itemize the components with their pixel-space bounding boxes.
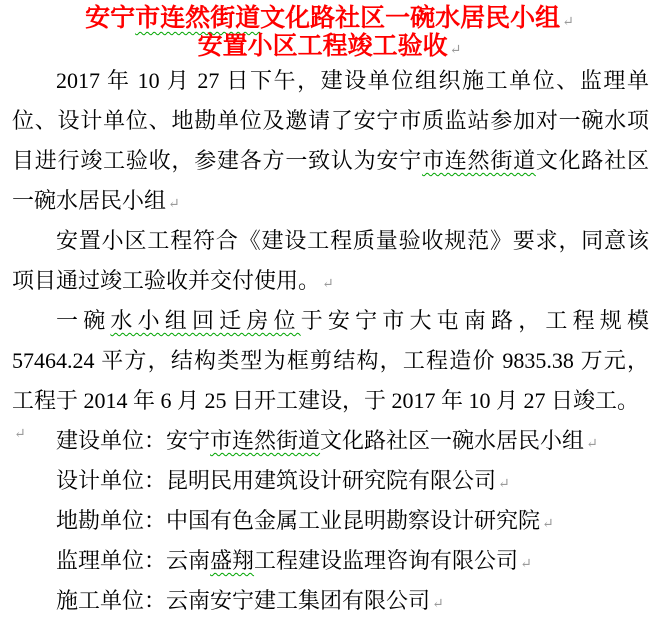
unit-value: 工程建设监理咨询有限公司 xyxy=(254,548,519,573)
unit-row-supervision xyxy=(12,546,649,586)
unit-value: 中国有色金属工业昆明勘察设计研究院 xyxy=(166,508,541,533)
unit-row-builder xyxy=(12,586,649,626)
pilcrow-mark: ↵ xyxy=(322,277,334,292)
paragraph1-line3 xyxy=(12,146,649,186)
spellcheck-wavy-segment: 市连然街道 xyxy=(210,428,321,453)
unit-value: 云南安宁建工集团有限公司 xyxy=(166,588,431,613)
unit-label: 地勘单位： xyxy=(56,508,167,533)
pilcrow-mark: ↵ xyxy=(432,597,444,612)
document-body xyxy=(0,61,659,626)
body-text: 于安宁市大屯南路，工程规模 xyxy=(300,308,649,333)
unit-label: 施工单位： xyxy=(56,588,167,613)
unit-label: 设计单位： xyxy=(56,468,167,493)
paragraph3-line2: 57464.24 平方，结构类型为框剪结构，工程造价 9835.38 万元， xyxy=(12,348,649,373)
unit-value: 云南 xyxy=(166,548,211,573)
spellcheck-wavy-segment: 盛翔 xyxy=(210,548,255,573)
pilcrow-mark: ↵ xyxy=(562,15,574,30)
unit-value: 昆明民用建筑设计研究院有限公司 xyxy=(166,468,497,493)
paragraph2-line2 xyxy=(12,266,649,306)
document-title xyxy=(0,0,659,61)
unit-row-construction xyxy=(12,426,649,466)
title-text: 安宁 xyxy=(85,5,136,32)
document-title-line-1 xyxy=(0,5,659,33)
title-text: 文化路社区一碗水居民小组 xyxy=(260,5,561,32)
unit-value: 文化路社区一碗水居民小组 xyxy=(320,428,585,453)
paragraph1-line2: 位、设计单位、地勘单位及邀请了安宁市质监站参加对一碗水项 xyxy=(12,108,649,133)
pilcrow-mark: ↵ xyxy=(498,477,510,492)
body-text: 一碗水居民小组 xyxy=(12,188,167,213)
pilcrow-mark: ↵ xyxy=(586,437,598,452)
pilcrow-mark: ↵ xyxy=(520,557,532,572)
paragraph3-line1 xyxy=(12,306,649,346)
spellcheck-wavy-segment: 水小组回迁房位 xyxy=(110,308,301,333)
spellcheck-wavy-segment: 市连然街道 xyxy=(135,5,261,32)
unit-label: 建设单位： xyxy=(56,428,167,453)
pilcrow-mark: ↵ xyxy=(542,517,554,532)
unit-row-design xyxy=(12,466,649,506)
body-text: 一碗 xyxy=(56,308,111,333)
pilcrow-mark: ↵ xyxy=(449,43,462,58)
body-text: 工程于 2014 年 6 月 25 日开工建设，于 2017 年 10 月 27 日竣工。 xyxy=(12,388,640,413)
title-text: 安置小区工程竣工验收 xyxy=(197,33,448,60)
pilcrow-mark: ↵ xyxy=(168,197,180,212)
body-text: 文化路社区 xyxy=(535,148,649,173)
body-text: 项目通过竣工验收并交付使用。 xyxy=(12,268,321,293)
unit-value: 安宁 xyxy=(166,428,211,453)
pilcrow-mark: ↵ xyxy=(14,427,26,442)
paragraph1-line4 xyxy=(12,186,649,226)
unit-label: 监理单位： xyxy=(56,548,167,573)
paragraph1-line1: 2017 年 10 月 27 日下午，建设单位组织施工单位、监理单 xyxy=(56,68,649,93)
spellcheck-wavy-segment: 市连然街道 xyxy=(421,148,536,173)
paragraph2-line1: 安置小区工程符合《建设工程质量验收规范》要求，同意该 xyxy=(56,228,649,253)
body-text: 目进行竣工验收，参建各方一致认为安宁 xyxy=(12,148,422,173)
document-title-line-2 xyxy=(0,33,659,61)
unit-row-survey xyxy=(12,506,649,546)
